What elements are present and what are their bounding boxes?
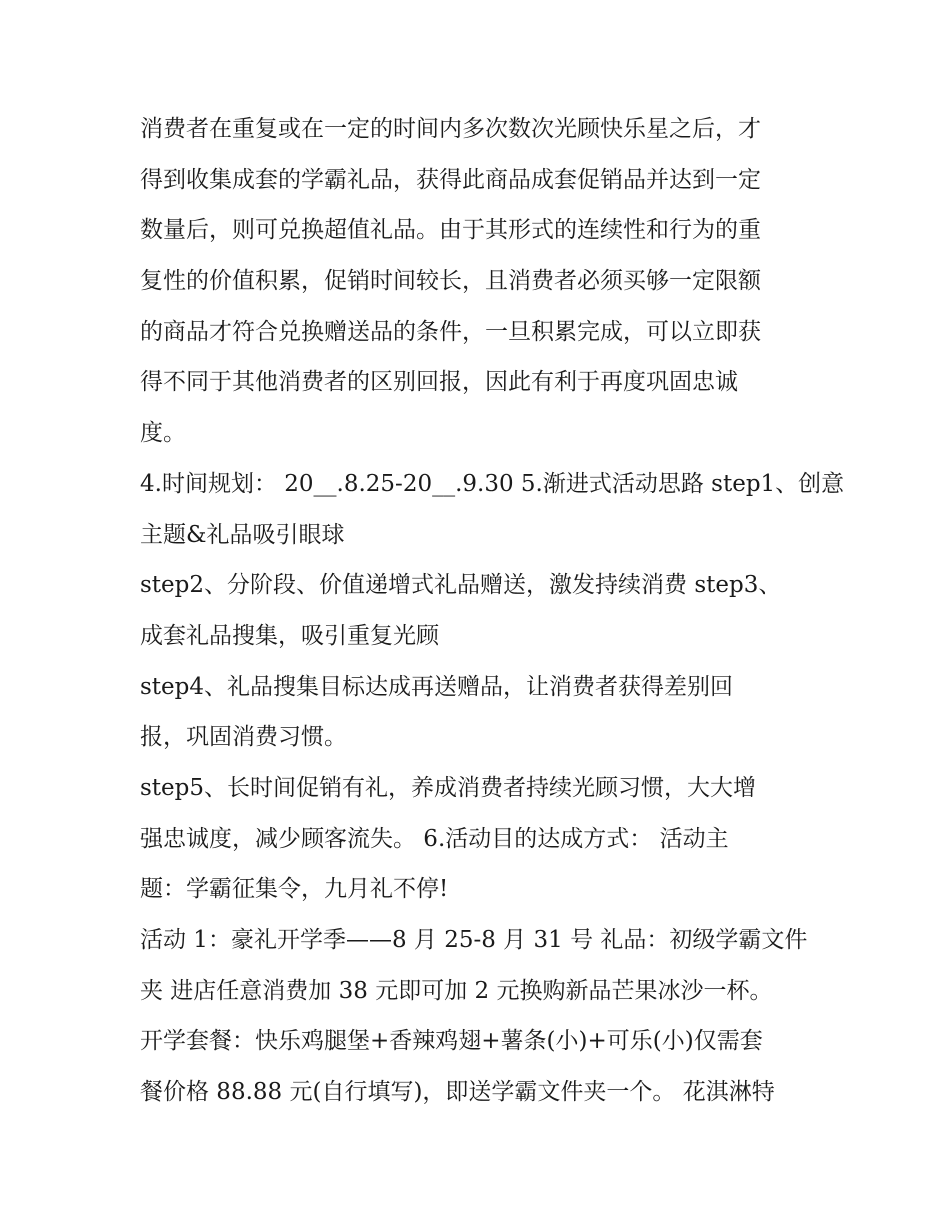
- text-line: 强忠诚度，减少顾客流失。 6.活动目的达成方式： 活动主: [140, 825, 729, 852]
- text-line: step4、礼品搜集目标达成再送赠品，让消费者获得差别回: [140, 673, 734, 700]
- text-line: 数量后，则可兑换超值礼品。由于其形式的连续性和行为的重: [140, 217, 761, 244]
- text-line: 夹 进店任意消费加 38 元即可加 2 元换购新品芒果冰沙一杯。: [140, 977, 773, 1004]
- text-line: 开学套餐：快乐鸡腿堡+香辣鸡翅+薯条(小)+可乐(小)仅需套: [140, 1028, 763, 1055]
- text-line: 4.时间规划： 20__.8.25-20__.9.30 5.渐进式活动思路 step1、创意: [140, 470, 845, 497]
- text-line: 的商品才符合兑换赠送品的条件，一旦积累完成，可以立即获: [140, 318, 761, 345]
- text-line: step2、分阶段、价值递增式礼品赠送，激发持续消费 step3、: [140, 572, 782, 599]
- text-line: 报，巩固消费习惯。: [140, 724, 347, 751]
- text-line: 题：学霸征集令，九月礼不停!: [140, 876, 449, 903]
- text-line: 得不同于其他消费者的区别回报，因此有利于再度巩固忠诚: [140, 369, 738, 396]
- text-line: 得到收集成套的学霸礼品，获得此商品成套促销品并达到一定: [140, 166, 761, 193]
- text-line: step5、长时间促销有礼，养成消费者持续光顾习惯，大大增: [140, 774, 757, 801]
- document-body: [140, 104, 845, 1118]
- text-line: 消费者在重复或在一定的时间内多次数次光顾快乐星之后，才: [140, 116, 761, 142]
- text-line: 餐价格 88.88 元(自行填写)，即送学霸文件夹一个。 花淇淋特: [140, 1079, 775, 1106]
- text-line: 复性的价值积累，促销时间较长，且消费者必须买够一定限额: [140, 268, 761, 295]
- text-line: 活动 1：豪礼开学季——8 月 25-8 月 31 号 礼品：初级学霸文件: [140, 927, 808, 953]
- text-line: 度。: [140, 420, 186, 447]
- text-line: 主题&礼品吸引眼球: [140, 521, 345, 548]
- text-line: 成套礼品搜集，吸引重复光顾: [140, 622, 439, 649]
